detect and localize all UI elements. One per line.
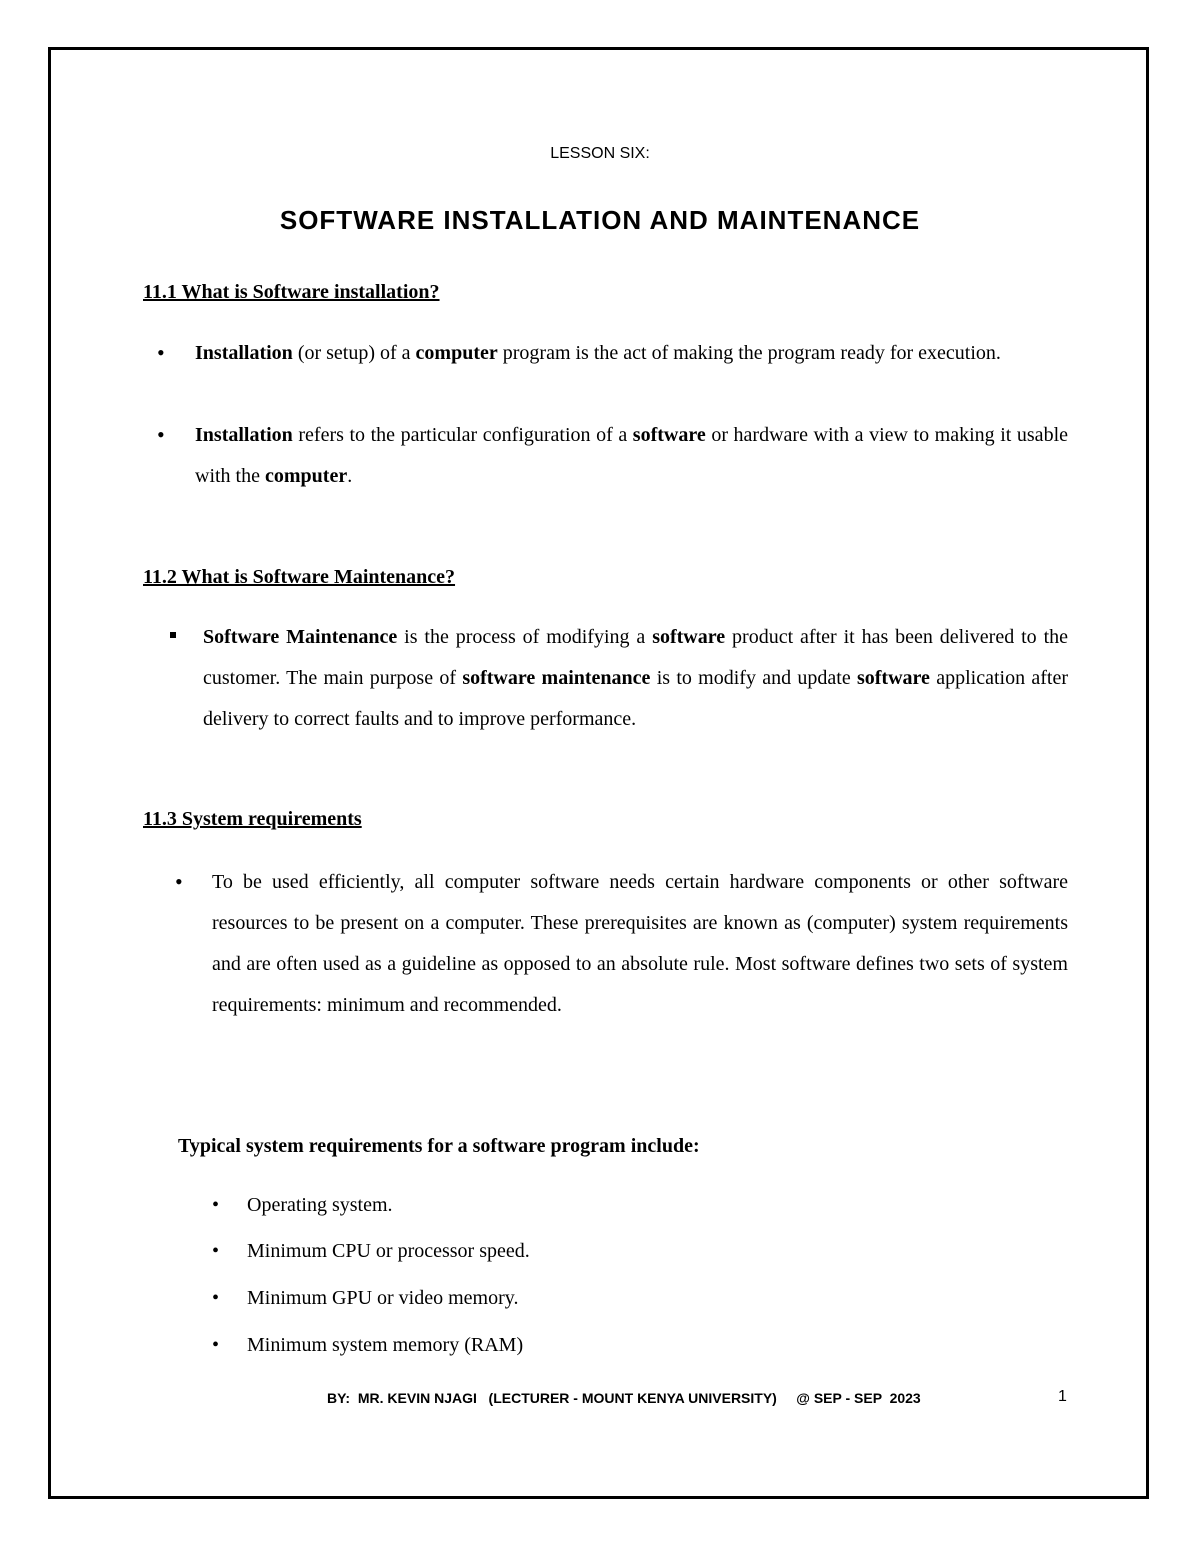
text-run: is the process of modifying a (397, 626, 653, 648)
section-heading-installation: 11.1 What is Software installation? (143, 281, 440, 303)
section-heading-maintenance: 11.2 What is Software Maintenance? (143, 566, 456, 588)
text-run: product after it has been delivered to the customer. The main purpose of (203, 626, 1068, 689)
text-run: is to modify and update (650, 667, 857, 689)
text-run: refers to the particular configuration of a (292, 424, 633, 446)
list-item-bullet-icon: • (212, 1334, 220, 1356)
square-bullet-icon (170, 632, 176, 638)
text-run: To be used efficiently, all computer software needs certain hardware components or other software resources to be present on a computer. These prerequisites are known as (computer) system requirements and are often used as a guideline as opposed to an absolute rule. Most software defines two sets of system requirements: minimum and recommended. (212, 871, 1068, 1016)
bold-term: software (632, 424, 706, 446)
list-item: Operating system. (247, 1194, 393, 1216)
page-number: 1 (1058, 1388, 1067, 1405)
text-run: application after delivery to correct faults and to improve performance. (203, 667, 1068, 730)
bullet-text (195, 333, 1068, 374)
lesson-label: LESSON SIX: (550, 145, 650, 162)
bullet-text (203, 617, 1068, 740)
bold-term: Installation (195, 342, 293, 364)
list-item: Minimum GPU or video memory. (247, 1287, 519, 1309)
typical-requirements-heading: Typical system requirements for a software program include: (178, 1135, 700, 1157)
list-item-bullet-icon: • (212, 1240, 220, 1262)
bold-term: software (652, 626, 726, 648)
bullet-icon: • (157, 340, 165, 365)
bullet-icon: • (157, 422, 165, 447)
bullet-icon: • (175, 869, 183, 894)
bold-term: Software Maintenance (203, 626, 398, 648)
section-heading-system-requirements: 11.3 System requirements (143, 808, 362, 830)
list-item: Minimum CPU or processor speed. (247, 1240, 530, 1262)
list-item-bullet-icon: • (212, 1194, 220, 1216)
bold-term: computer (265, 465, 348, 487)
bullet-text (195, 415, 1068, 497)
text-run: or hardware with a view to making it usable with the (195, 424, 1068, 487)
bullet-text (212, 862, 1068, 1026)
text-run: (or setup) of a (292, 342, 416, 364)
bold-term: Installation (195, 424, 293, 446)
page-border (48, 47, 1149, 1499)
bold-term: software (856, 667, 930, 689)
bold-term: software maintenance (462, 667, 651, 689)
text-run: . (347, 465, 353, 487)
footer-text: BY: MR. KEVIN NJAGI (LECTURER - MOUNT KENYA UNIVERSITY) @ SEP - SEP 2023 (327, 1390, 921, 1406)
list-item: Minimum system memory (RAM) (247, 1334, 524, 1356)
list-item-bullet-icon: • (212, 1287, 220, 1309)
text-run: program is the act of making the program ready for execution. (497, 342, 1001, 364)
bold-term: computer (415, 342, 498, 364)
page-title: SOFTWARE INSTALLATION AND MAINTENANCE (279, 205, 921, 235)
